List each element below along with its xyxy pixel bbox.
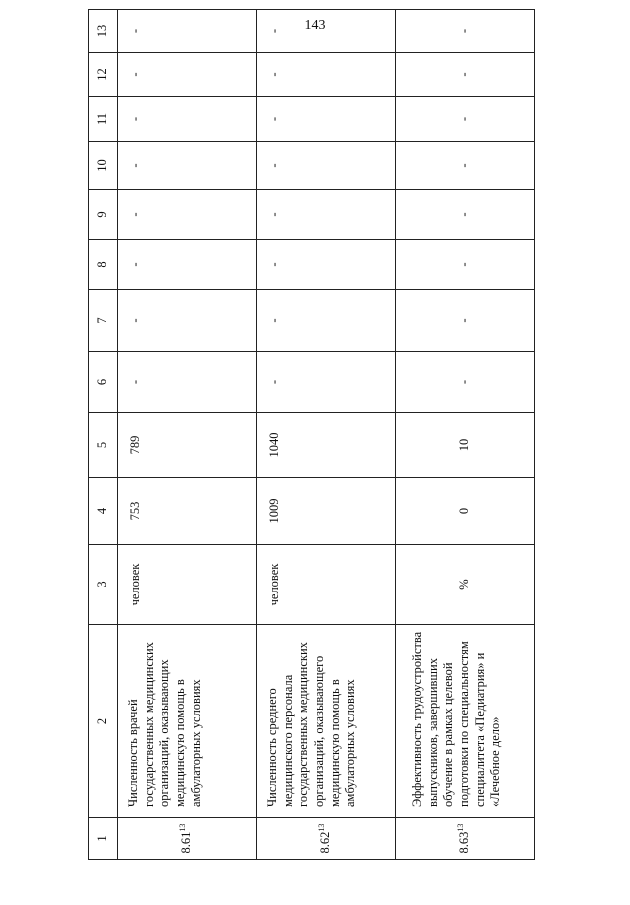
value-cell: 10 [396, 413, 535, 478]
value-cell: - [257, 53, 396, 97]
column-header: 8 [89, 240, 118, 290]
value-cell: - [257, 190, 396, 240]
row-number: 8.61 [179, 831, 194, 854]
value-cell: - [396, 10, 535, 53]
row-number-cell [396, 818, 535, 860]
value-cell: 1009 [257, 478, 396, 545]
value-cell: - [118, 190, 257, 240]
row-number-cell [118, 818, 257, 860]
value-cell: - [257, 10, 396, 53]
header-row [89, 10, 118, 860]
column-header: 11 [89, 97, 118, 142]
value-cell: - [257, 352, 396, 413]
value-cell: - [257, 290, 396, 352]
unit-cell: человек [257, 545, 396, 625]
footnote-mark: 13 [178, 823, 188, 832]
row-number-cell [257, 818, 396, 860]
value-cell: 789 [118, 413, 257, 478]
value-cell: - [118, 352, 257, 413]
value-cell: - [118, 10, 257, 53]
indicator-table [88, 9, 535, 860]
value-cell: - [396, 352, 535, 413]
column-header: 4 [89, 478, 118, 545]
value-cell: 1040 [257, 413, 396, 478]
column-header: 13 [89, 10, 118, 53]
value-cell: - [396, 290, 535, 352]
table-row [396, 10, 535, 860]
footnote-mark: 13 [317, 823, 327, 832]
value-cell: - [396, 240, 535, 290]
column-header: 6 [89, 352, 118, 413]
row-number: 8.62 [318, 831, 333, 854]
value-cell: - [396, 53, 535, 97]
value-cell: - [257, 142, 396, 190]
value-cell: - [396, 190, 535, 240]
value-cell: 0 [396, 478, 535, 545]
table-row [257, 10, 396, 860]
value-cell: - [118, 53, 257, 97]
value-cell: 753 [118, 478, 257, 545]
unit-cell: человек [118, 545, 257, 625]
table-row [118, 10, 257, 860]
column-header: 3 [89, 545, 118, 625]
column-header: 12 [89, 53, 118, 97]
value-cell: - [118, 97, 257, 142]
indicator-description: Численность врачей государственных медицинских организаций, оказывающих медицинскую помощь в амбулаторных условиях [118, 625, 257, 818]
value-cell: - [396, 142, 535, 190]
value-cell: - [257, 97, 396, 142]
value-cell: - [118, 290, 257, 352]
unit-cell: % [396, 545, 535, 625]
column-header: 7 [89, 290, 118, 352]
value-cell: - [396, 97, 535, 142]
value-cell: - [118, 240, 257, 290]
column-header: 5 [89, 413, 118, 478]
row-number: 8.63 [457, 831, 472, 854]
indicator-description: Численность среднего медицинского персонала государственных медицинских организаций, оказывающего медицинскую помощь в амбулаторных условиях [257, 625, 396, 818]
page-number: 143 [304, 18, 326, 33]
footnote-mark: 13 [456, 823, 466, 832]
column-header: 2 [89, 625, 118, 818]
value-cell: - [257, 240, 396, 290]
value-cell: - [118, 142, 257, 190]
column-header: 1 [89, 818, 118, 860]
column-header: 9 [89, 190, 118, 240]
column-header: 10 [89, 142, 118, 190]
indicator-description: Эффективность трудоустройства выпускников, завершивших обучение в рамках целевой подготовки по специальностям специалитета «Педиатрия» и «Лечебное дело» [396, 625, 535, 818]
